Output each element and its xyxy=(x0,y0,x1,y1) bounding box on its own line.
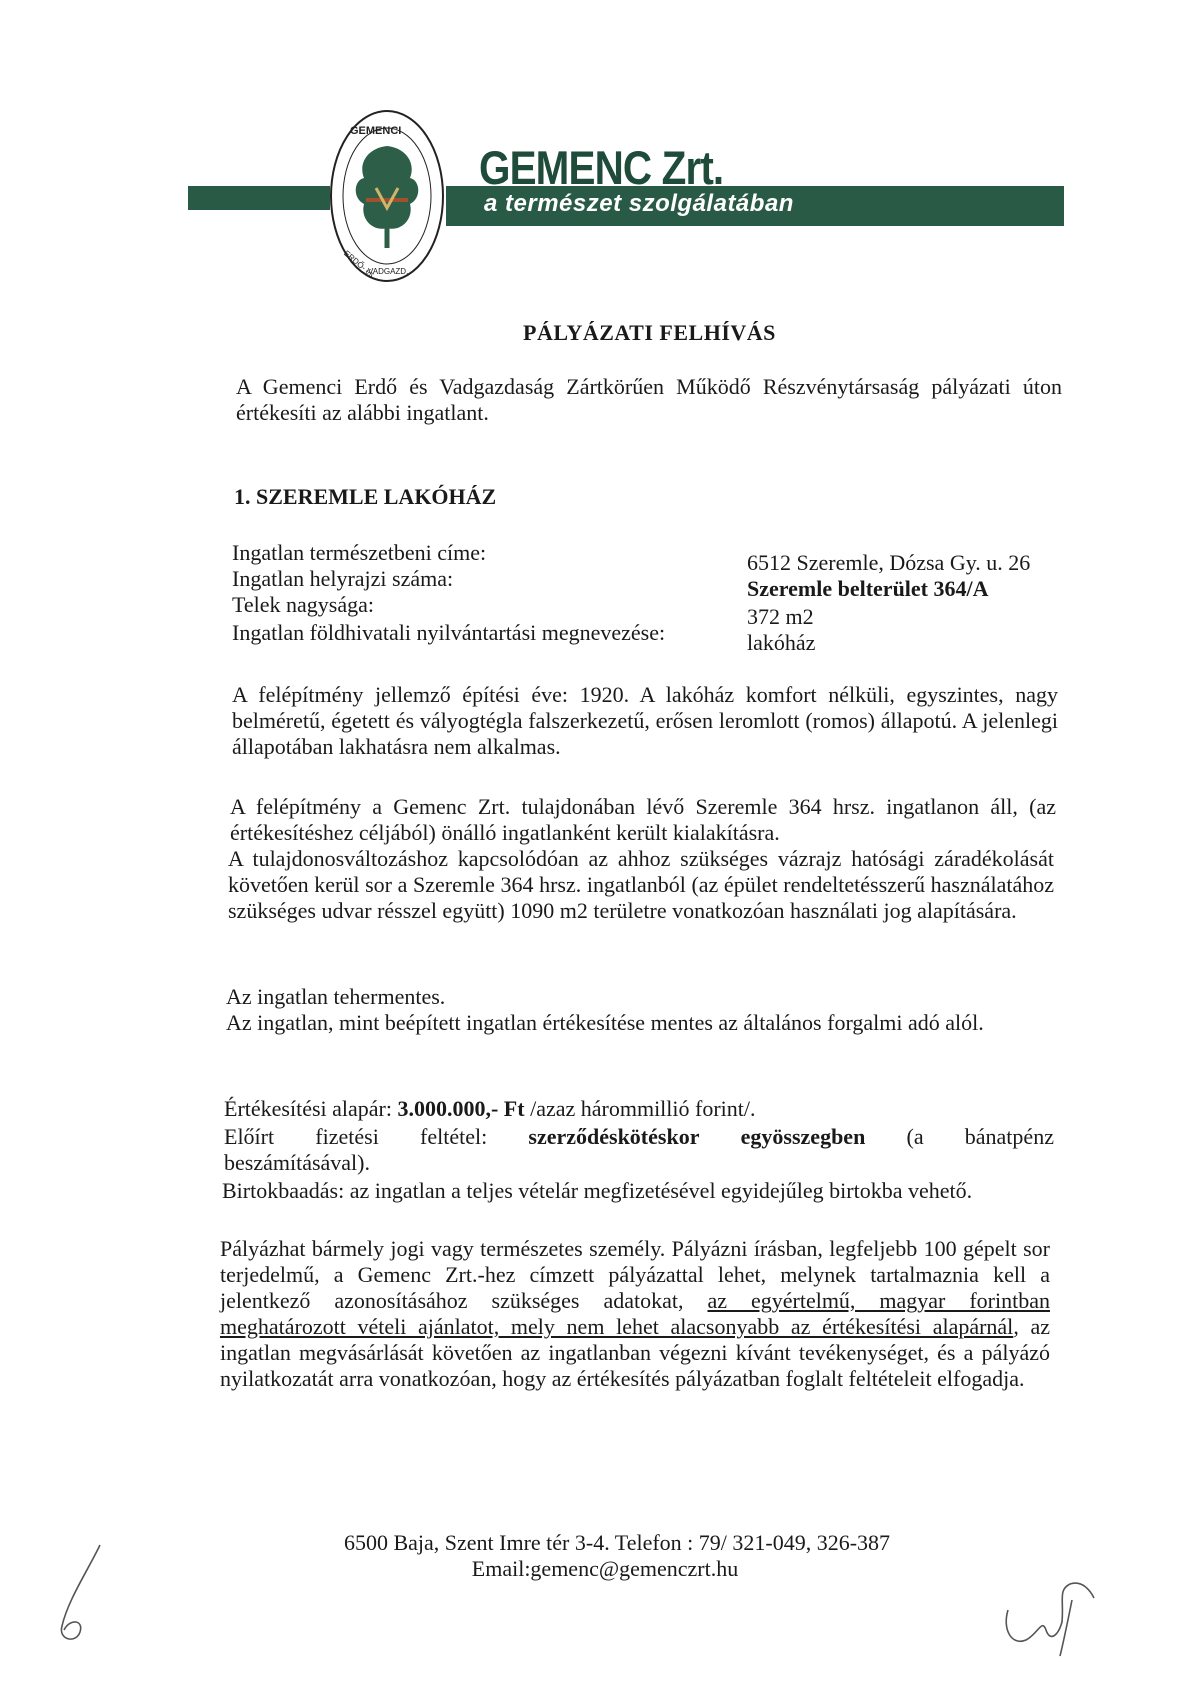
property-value-address: 6512 Szeremle, Dózsa Gy. u. 26 xyxy=(747,550,1031,575)
building-description: A felépítmény jellemző építési éve: 1920. A lakóház komfort nélküli, egyszintes, nagy belméretű, égetett és vályogtégla falszerkezetű, erősen leromlott (romos) állapotú. A jelenlegi állapotában lakhatásra nem alkalmas. xyxy=(232,682,1058,759)
payment-word: feltétel: xyxy=(420,1124,488,1149)
property-label-plot-size: Telek nagysága: xyxy=(232,592,375,617)
payment-word: Előírt xyxy=(224,1124,275,1149)
header-band-left xyxy=(188,186,330,210)
handwritten-initial-left xyxy=(48,1540,108,1650)
ownership-paragraph-1: A felépítmény a Gemenc Zrt. tulajdonában lévő Szeremle 364 hrsz. ingatlanon áll, (az értékesítéshez céljából) önálló ingatlanként került kialakításra. xyxy=(230,794,1056,845)
property-value-registry-name: lakóház xyxy=(747,630,816,655)
company-seal-logo xyxy=(328,108,446,284)
payment-word: (a xyxy=(906,1124,924,1149)
footer-email: Email:gemenc@gemenczrt.hu xyxy=(471,1556,739,1581)
application-text-before: Pályázhat bármely jogi vagy természetes személy. Pályázni írásban, legfeljebb 100 gépelt sor terjedelmű, a Gemenc Zrt.-hez címzett pályázattal lehet, melynek tartalmaznia kell a jelentkező azonosításához szükséges adatokat, xyxy=(220,1236,1050,1313)
payment-terms-line-2: beszámításával). xyxy=(224,1150,370,1175)
property-value-lot-number: Szeremle belterület 364/A xyxy=(747,576,989,601)
payment-word-bold: egyösszegben xyxy=(740,1124,866,1149)
base-price-words: /azaz hárommillió forint/. xyxy=(524,1096,756,1121)
svg-text:ERDŐ- és: ERDŐ- és xyxy=(342,248,376,280)
footer-address: 6500 Baja, Szent Imre tér 3-4. Telefon : 79/ 321-049, 326-387 xyxy=(343,1530,891,1555)
encumbrance-statement: Az ingatlan tehermentes. xyxy=(226,984,446,1009)
property-label-address: Ingatlan természetbeni címe: xyxy=(232,540,487,565)
base-price-amount: 3.000.000,- Ft xyxy=(397,1096,525,1121)
handwritten-initial-right xyxy=(998,1570,1098,1660)
svg-text:GEMENCI: GEMENCI xyxy=(350,125,402,137)
property-value-plot-size: 372 m2 xyxy=(747,604,814,629)
vat-statement: Az ingatlan, mint beépített ingatlan értékesítése mentes az általános forgalmi adó alól. xyxy=(226,1010,984,1035)
section-title: 1. SZEREMLE LAKÓHÁZ xyxy=(234,484,497,509)
payment-terms-line xyxy=(224,1124,1054,1150)
application-conditions xyxy=(220,1236,1050,1392)
company-slogan: a természet szolgálatában xyxy=(484,190,794,217)
document-title: PÁLYÁZATI FELHÍVÁS xyxy=(523,320,776,345)
property-label-lot-number: Ingatlan helyrajzi száma: xyxy=(232,566,454,591)
base-price-line xyxy=(224,1096,756,1122)
ownership-paragraph-2: A tulajdonosváltozáshoz kapcsolódóan az ahhoz szükséges vázrajz hatósági záradékolását követően kerül sor a Szeremle 364 hrsz. ingatlanból (az épület rendeltetésszerű használatához szükséges udvar résszel együtt) 1090 m2 területre vonatkozóan használati jog alapítására. xyxy=(228,846,1054,923)
payment-word: fizetési xyxy=(315,1124,379,1149)
possession-statement: Birtokbaadás: az ingatlan a teljes vételár megfizetésével egyidejűleg birtokba vehető. xyxy=(222,1178,973,1203)
company-name: GEMENC Zrt. xyxy=(479,141,724,194)
property-label-registry-name: Ingatlan földhivatali nyilvántartási megnevezése: xyxy=(232,620,666,645)
payment-word: bánatpénz xyxy=(964,1124,1054,1149)
svg-text:VADGAZD.: VADGAZD. xyxy=(368,267,409,276)
application-text-underlined: az egyértelmű, magyar forintban meghatározott vételi ajánlatot, mely nem lehet alacsonyabb az értékesítési alapárnál xyxy=(220,1288,1050,1339)
base-price-label: Értékesítési alapár: xyxy=(224,1096,398,1121)
application-text-after: , az ingatlan megvásárlását követően az ingatlanban végezni kívánt tevékenységet, és a pályázó nyilatkozatát arra vonatkozóan, hogy az értékesítés pályázatban foglalt feltételeit elfogadja. xyxy=(220,1314,1050,1391)
payment-word-bold: szerződéskötéskor xyxy=(528,1124,700,1149)
intro-paragraph: A Gemenci Erdő és Vadgazdaság Zártkörűen Működő Részvénytársaság pályázati úton értékesíti az alábbi ingatlant. xyxy=(236,374,1062,425)
